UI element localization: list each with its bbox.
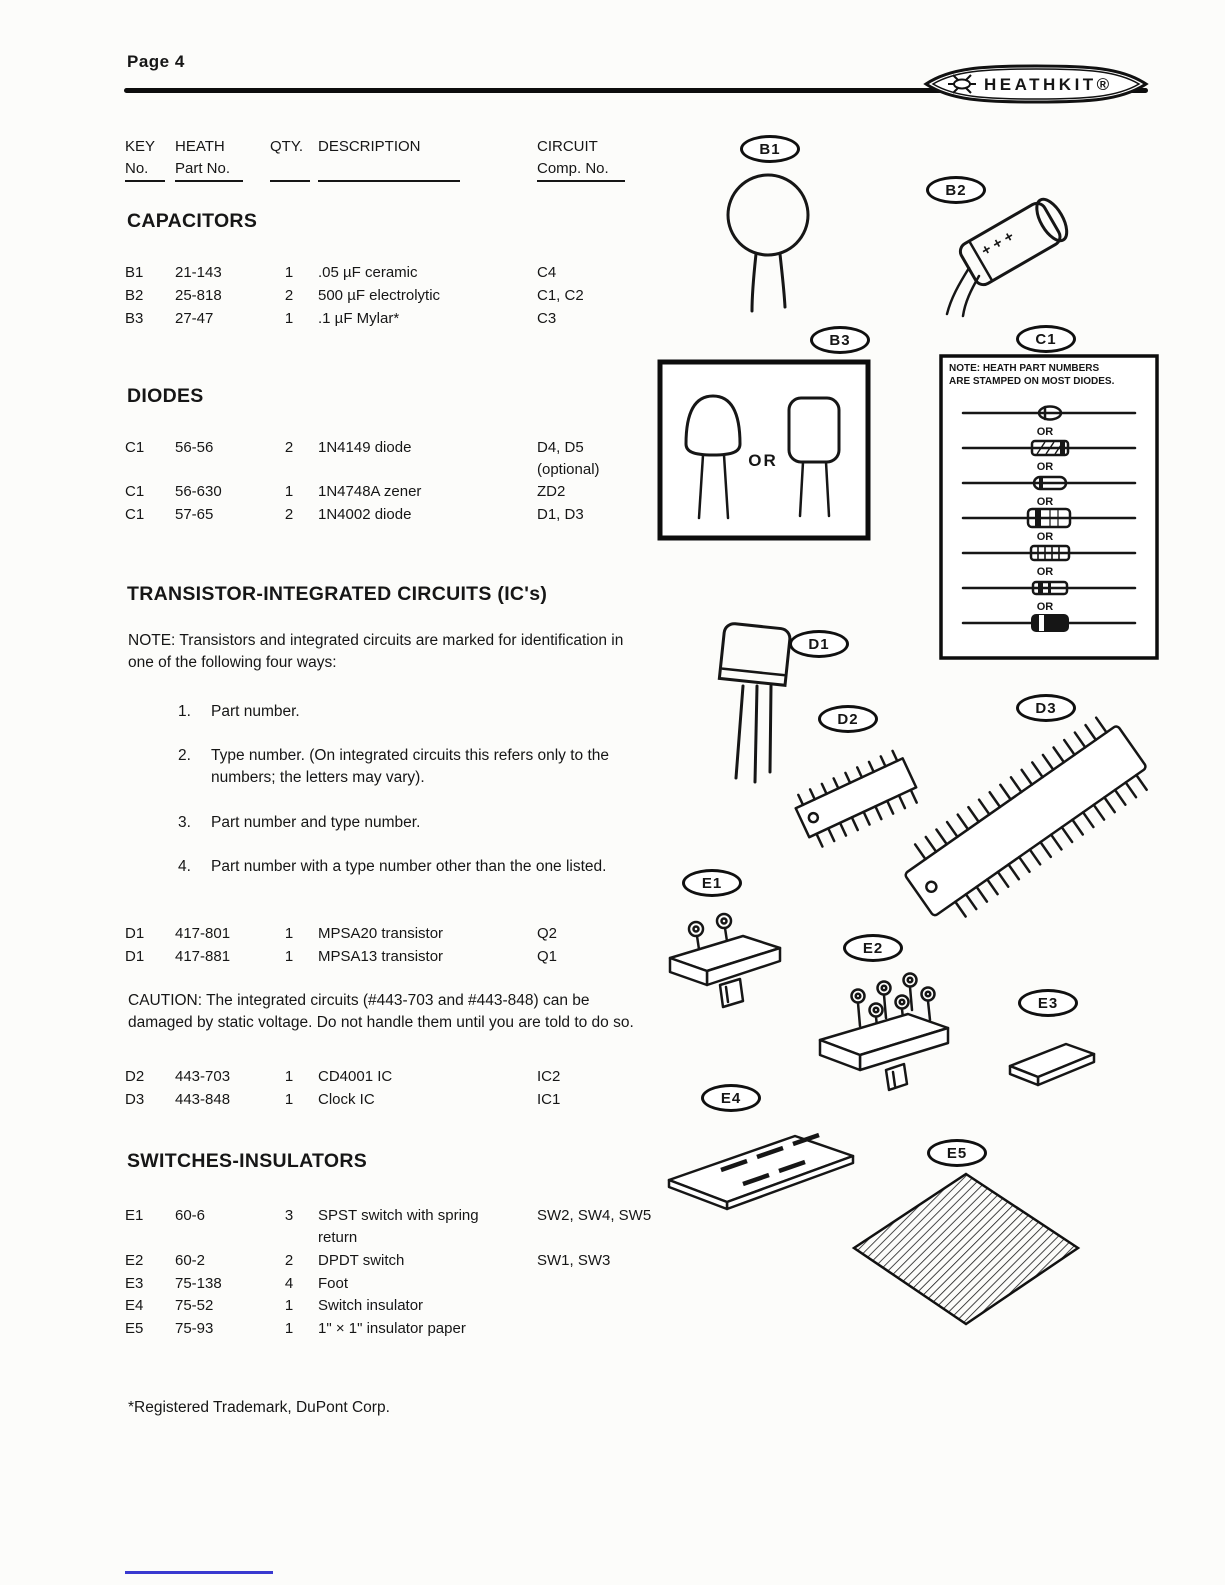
part-no: 75-138 bbox=[175, 1275, 222, 1292]
heathkit-logo bbox=[922, 64, 1150, 104]
col-qty: QTY. bbox=[270, 138, 318, 182]
list-item: 1. Part number. bbox=[178, 703, 300, 720]
description: Clock IC bbox=[318, 1091, 375, 1108]
circuit-comp: C4 bbox=[537, 264, 557, 281]
description: 1" × 1" insulator paper bbox=[318, 1320, 466, 1337]
diode-note-line1: NOTE: HEATH PART NUMBERS bbox=[949, 363, 1100, 374]
or-label: OR bbox=[1036, 566, 1054, 578]
description: CD4001 IC bbox=[318, 1068, 393, 1085]
circuit-note: (optional) bbox=[537, 460, 600, 478]
key-no: D3 bbox=[125, 1091, 145, 1108]
qty: 1 bbox=[284, 1091, 294, 1108]
col-desc: DESCRIPTION bbox=[318, 138, 537, 182]
diode-note-line2: ARE STAMPED ON MOST DIODES. bbox=[949, 376, 1115, 387]
part-no: 443-848 bbox=[175, 1091, 231, 1108]
circuit-comp: D4, D5 (optional) bbox=[537, 437, 677, 480]
key-no: E1 bbox=[125, 1207, 144, 1224]
circuit-comp: D1, D3 bbox=[537, 506, 584, 523]
table-row bbox=[125, 285, 677, 307]
or-label: OR bbox=[1036, 601, 1054, 613]
part-no: 417-801 bbox=[175, 925, 231, 942]
footnote: *Registered Trademark, DuPont Corp. bbox=[128, 1399, 390, 1416]
circuit-comp: C3 bbox=[537, 310, 557, 327]
key-no: E3 bbox=[125, 1275, 144, 1292]
section-title-transistors: TRANSISTOR-INTEGRATED CIRCUITS (IC's) bbox=[127, 583, 548, 605]
key-no: C1 bbox=[125, 506, 145, 523]
description: 1N4748A zener bbox=[318, 483, 422, 500]
description: MPSA20 transistor bbox=[318, 925, 444, 942]
table-row bbox=[125, 1295, 677, 1317]
callout-b3: B3 bbox=[810, 326, 870, 354]
heathkit-logo-graphic bbox=[922, 64, 1150, 104]
illustration-ic-clock bbox=[880, 700, 1175, 945]
list-item: 3. Part number and type number. bbox=[178, 814, 421, 831]
section-title-capacitors: CAPACITORS bbox=[127, 210, 258, 232]
circuit-comp: IC1 bbox=[537, 1091, 561, 1108]
table-row bbox=[125, 437, 677, 480]
description: .05 µF ceramic bbox=[318, 264, 418, 281]
part-no: 56-630 bbox=[175, 483, 222, 500]
polarity-marks: + + + bbox=[978, 227, 1017, 260]
or-label: OR bbox=[1036, 426, 1054, 438]
qty: 2 bbox=[284, 439, 294, 456]
part-no: 75-52 bbox=[175, 1297, 214, 1314]
callout-d3: D3 bbox=[1016, 694, 1076, 722]
table-row bbox=[125, 1318, 677, 1340]
table-row bbox=[125, 1066, 677, 1088]
key-no: E5 bbox=[125, 1320, 144, 1337]
key-no: B1 bbox=[125, 264, 144, 281]
table-row bbox=[125, 1205, 677, 1248]
description: MPSA13 transistor bbox=[318, 948, 444, 965]
callout-d2: D2 bbox=[818, 705, 878, 733]
transistor-note: NOTE: Transistors and integrated circuits are marked for identification in one of the following four ways: bbox=[128, 632, 624, 671]
col-circuit: CIRCUIT Comp. No. bbox=[537, 138, 677, 182]
key-no: C1 bbox=[125, 483, 145, 500]
key-no: B2 bbox=[125, 287, 144, 304]
table-row bbox=[125, 923, 677, 945]
description: 1N4002 diode bbox=[318, 506, 412, 523]
illustration-insulator-paper bbox=[846, 1168, 1086, 1333]
callout-e4: E4 bbox=[701, 1084, 761, 1112]
key-no: D1 bbox=[125, 948, 145, 965]
circuit-comp: C1, C2 bbox=[537, 287, 584, 304]
key-no: B3 bbox=[125, 310, 144, 327]
callout-b1: B1 bbox=[740, 135, 800, 163]
illustration-diode-chart bbox=[938, 353, 1160, 661]
circuit-comp: SW1, SW3 bbox=[537, 1252, 611, 1269]
table-header bbox=[125, 138, 677, 182]
section-title-diodes: DIODES bbox=[127, 385, 204, 407]
part-no: 21-143 bbox=[175, 264, 222, 281]
qty: 1 bbox=[284, 1068, 294, 1085]
part-no: 27-47 bbox=[175, 310, 214, 327]
description: DPDT switch bbox=[318, 1252, 405, 1269]
callout-c1: C1 bbox=[1016, 325, 1076, 353]
caution-note: CAUTION: The integrated circuits (#443-703 and #443-848) can be damaged by static voltage. Do not handle them until you are told to do so. bbox=[128, 992, 634, 1031]
col-part: HEATH Part No. bbox=[175, 138, 270, 182]
qty: 1 bbox=[284, 1297, 294, 1314]
description: SPST switch with spring return bbox=[318, 1207, 479, 1246]
brand-text: HEATHKIT® bbox=[984, 75, 1113, 94]
part-no: 57-65 bbox=[175, 506, 214, 523]
description: .1 µF Mylar* bbox=[318, 310, 400, 327]
qty: 1 bbox=[284, 264, 294, 281]
circuit-comp: Q2 bbox=[537, 925, 558, 942]
callout-e5: E5 bbox=[927, 1139, 987, 1167]
part-no: 60-2 bbox=[175, 1252, 206, 1269]
qty: 1 bbox=[284, 948, 294, 965]
key-no: C1 bbox=[125, 439, 145, 456]
qty: 1 bbox=[284, 925, 294, 942]
circuit-comp bbox=[537, 1318, 677, 1340]
table-row bbox=[125, 1273, 677, 1295]
illustration-ceramic-capacitor bbox=[710, 163, 825, 318]
illustration-mylar-capacitor-box bbox=[656, 358, 872, 542]
qty: 3 bbox=[284, 1207, 294, 1224]
part-no: 417-881 bbox=[175, 948, 231, 965]
circuit-comp bbox=[537, 1295, 677, 1317]
callout-e2: E2 bbox=[843, 934, 903, 962]
description: Switch insulator bbox=[318, 1297, 424, 1314]
callout-d1: D1 bbox=[789, 630, 849, 658]
part-no: 75-93 bbox=[175, 1320, 214, 1337]
or-label: OR bbox=[1036, 461, 1054, 473]
description: Foot bbox=[318, 1275, 349, 1292]
list-item: 2. Type number. (On integrated circuits this refers only to the numbers; the letters may vary). bbox=[178, 747, 610, 786]
circuit-comp bbox=[537, 1273, 677, 1295]
table-row bbox=[125, 308, 677, 330]
qty: 1 bbox=[284, 483, 294, 500]
callout-e3: E3 bbox=[1018, 989, 1078, 1017]
or-label: OR bbox=[748, 451, 778, 470]
section-title-switches: SWITCHES-INSULATORS bbox=[127, 1150, 368, 1172]
key-no: E2 bbox=[125, 1252, 144, 1269]
col-key: KEY No. bbox=[125, 138, 175, 182]
circuit-comp: Q1 bbox=[537, 948, 558, 965]
description: 500 µF electrolytic bbox=[318, 287, 441, 304]
part-no: 443-703 bbox=[175, 1068, 231, 1085]
or-label: OR bbox=[1036, 531, 1054, 543]
table-row bbox=[125, 1250, 677, 1272]
description: 1N4149 diode bbox=[318, 439, 412, 456]
circuit-comp: ZD2 bbox=[537, 483, 566, 500]
table-row bbox=[125, 946, 677, 968]
part-no: 60-6 bbox=[175, 1207, 206, 1224]
table-row bbox=[125, 504, 677, 526]
callout-b2: B2 bbox=[926, 176, 986, 204]
illustration-switch-insulator bbox=[655, 1118, 870, 1213]
qty: 2 bbox=[284, 1252, 294, 1269]
illustration-spst-switch bbox=[648, 898, 803, 1016]
qty: 1 bbox=[284, 1320, 294, 1337]
qty: 2 bbox=[284, 287, 294, 304]
table-row bbox=[125, 481, 677, 503]
qty: 1 bbox=[284, 310, 294, 327]
or-label: OR bbox=[1036, 496, 1054, 508]
key-no: E4 bbox=[125, 1297, 144, 1314]
table-row bbox=[125, 262, 677, 284]
circuit-comp: IC2 bbox=[537, 1068, 561, 1085]
qty: 2 bbox=[284, 506, 294, 523]
circuit-comp: SW2, SW4, SW5 bbox=[537, 1207, 652, 1224]
key-no: D2 bbox=[125, 1068, 145, 1085]
part-no: 56-56 bbox=[175, 439, 214, 456]
scan-artifact-line bbox=[125, 1571, 273, 1574]
page-number: Page 4 bbox=[127, 52, 185, 71]
key-no: D1 bbox=[125, 925, 145, 942]
illustration-foot bbox=[998, 1030, 1108, 1092]
qty: 4 bbox=[284, 1275, 294, 1292]
table-row bbox=[125, 1089, 677, 1111]
callout-e1: E1 bbox=[682, 869, 742, 897]
illustration-dpdt-switch bbox=[800, 962, 965, 1102]
list-item: 4. Part number with a type number other than the one listed. bbox=[178, 858, 607, 875]
part-no: 25-818 bbox=[175, 287, 222, 304]
